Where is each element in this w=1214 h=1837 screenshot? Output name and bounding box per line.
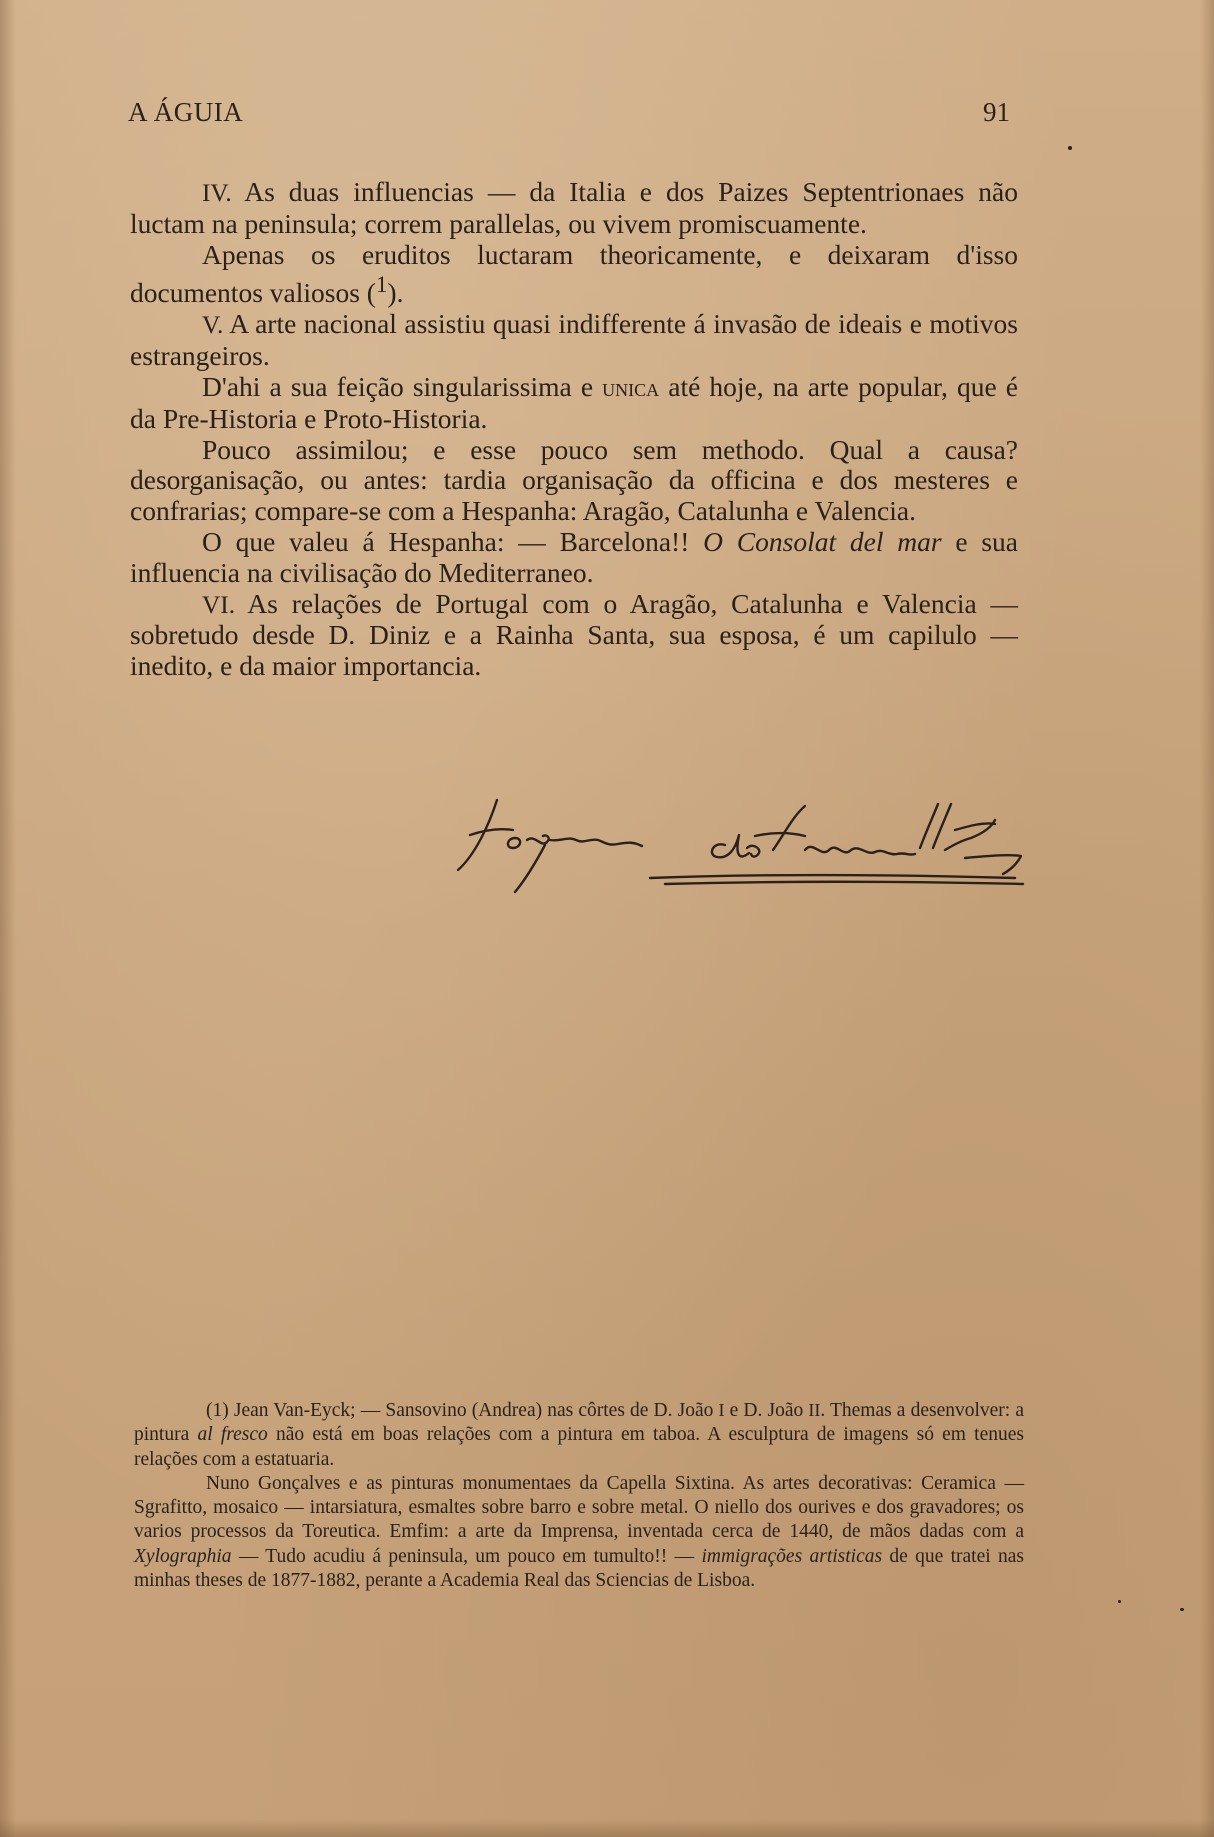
section-v-p2-end: até hoje, na arte popular, que é da Pre-Historia e Proto-Historia.: [130, 370, 1018, 434]
section-v-paragraph-2: [130, 372, 1018, 435]
xylographia-italic: Xylographia: [134, 1545, 232, 1567]
section-v-paragraph-4: [130, 527, 1018, 589]
footnote-p2-text-c: de que tratei nas minhas theses de 1877-1882, perante a Academia Real das Sciencias de Lisboa.: [134, 1545, 1024, 1592]
footnote-reference[interactable]: 1: [375, 272, 388, 298]
emphasis-unica: unica: [602, 373, 660, 402]
footnote-paragraph-2: [134, 1472, 1024, 1593]
footnote-p1-text-b: e D. João: [724, 1400, 809, 1421]
footnote-paragraph-1: [134, 1398, 1024, 1472]
ink-speck: [1068, 146, 1072, 150]
section-v-p4-text: O que valeu á Hespanha: — Barcelona!!: [202, 525, 704, 557]
section-v-text: A arte nacional assistiu quasi indifferente á invasão de ideais e motivos estrangeiros.: [130, 308, 1018, 372]
page-number: 91: [983, 97, 1010, 127]
footnotes: [134, 1398, 1024, 1593]
main-text: [130, 177, 1018, 682]
section-iv-p2-text: Apenas os eruditos luctaram theoricamente, e deixaram d'isso documentos valiosos (: [130, 238, 1018, 309]
footnote-p2-text-a: Nuno Gonçalves e as pinturas monumentaes da Capella Sixtina. As artes decorativas: Ceramica — Sgrafitto, mosaico — intarsiatura, esmaltes sobre barro e sobre metal. O niello dos ourives e dos gravadores; os varios processos da Toreutica. Emfim: a arte da Imprensa, inventada cerca de 1440, de mãos dadas com a: [134, 1472, 1024, 1543]
section-iv-p2-end: ).: [387, 277, 404, 309]
section-iv-text: As duas influencias — da Italia e dos Paizes Septentrionaes não luctam na peninsula; correm parallelas, ou vivem promiscuamente.: [130, 176, 1018, 239]
section-v-paragraph-3: Pouco assimilou; e esse pouco sem methodo. Qual a causa? desorganisação, ou antes: tardia organisação da officina e dos mesteres e confrarias; compare-se com a Hespanha: Aragão, Catalunha e Valencia.: [130, 433, 1018, 527]
section-iv-paragraph: [130, 177, 1018, 240]
footnote-p2-text-b: — Tudo acudiu á peninsula, um pouco em tumulto!! —: [231, 1545, 702, 1567]
footnote-marker: (1): [206, 1400, 229, 1421]
author-signature: [455, 790, 1030, 905]
footnote-numeral-i: I: [718, 1400, 725, 1420]
page-edge-shadow-right: [1200, 0, 1214, 1837]
al-fresco-italic: al fresco: [197, 1424, 268, 1446]
ink-speck: [1118, 1600, 1121, 1603]
section-v-p4-end: e sua influencia na civilisação do Mediterraneo.: [130, 525, 1019, 588]
section-v-paragraph: [130, 309, 1018, 372]
section-vi-numeral: VI.: [202, 590, 236, 619]
section-vi-paragraph: [130, 589, 1018, 682]
consolat-del-mar-italic: O Consolat del mar: [703, 525, 942, 557]
journal-title: A ÁGUIA: [128, 97, 244, 127]
section-iv-numeral: IV.: [202, 179, 232, 207]
footnote-p1-text-d: não está em boas relações com a pintura em taboa. A esculptura de imagens só em tenues relações com a estatuaria.: [134, 1424, 1025, 1470]
section-v-numeral: V.: [202, 311, 224, 340]
footnote-p1-text-c: . Themas a desenvolver: a pintura: [134, 1400, 1025, 1446]
running-head: [128, 94, 1010, 130]
section-iv-paragraph-2: [130, 240, 1018, 310]
section-vi-text: As relações de Portugal com o Aragão, Catalunha e Valencia — sobretudo desde D. Diniz e a Rainha Santa, sua esposa, é um capilulo — inedito, e da maior importancia.: [130, 587, 1018, 682]
ink-speck: [1180, 1608, 1184, 1611]
page-edge-shadow-left: [0, 0, 16, 1837]
immigracoes-artisticas-italic: immigrações artisticas: [701, 1545, 883, 1567]
section-v-p2-text: D'ahi a sua feição singularissima e: [202, 370, 603, 402]
footnote-numeral-ii: II: [808, 1400, 821, 1420]
footnote-p1-text-a: Jean Van-Eyck; — Sansovino (Andrea) nas côrtes de D. João: [228, 1400, 719, 1421]
handwritten-signature-icon: [455, 790, 1030, 905]
page-edge-shadow-bottom: [0, 1819, 1214, 1837]
